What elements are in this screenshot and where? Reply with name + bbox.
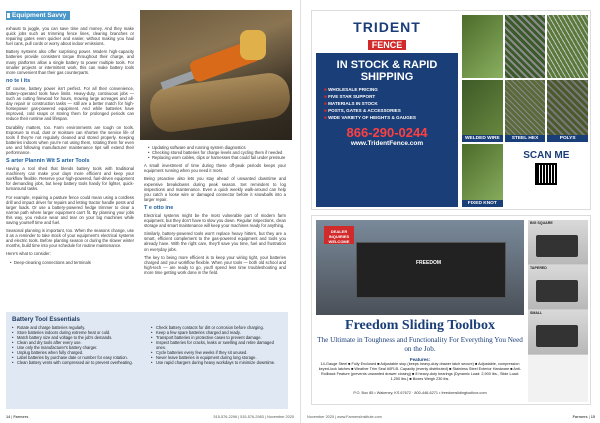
- list-item: ■ POSTS, GATES & ACCESSORIES: [324, 107, 450, 114]
- fence-photo: [547, 15, 588, 78]
- size-label: BIG SQUARE: [530, 221, 553, 225]
- ad-headline: IN STOCK & RAPID SHIPPING: [336, 59, 438, 83]
- size-big-square: [528, 220, 588, 265]
- limits-para-2: Durability matters, too. Farm environments are tough on tools. Exposure to mud, dust or moisture can shorten the service life of tools if they're not regularly cleaned and stored properly. Keeping batteries indoors when you're not using them, rotating them for even use and following manufacturer maintenance tips will extend their performance.: [6, 124, 134, 155]
- list-item: • Deep-cleaning connections and terminals: [10, 260, 134, 265]
- feature-list: [316, 86, 458, 121]
- list-item: • Match battery size and voltage to the job's demands.: [12, 335, 143, 340]
- trident-logo: [316, 15, 458, 53]
- scan-me-text: SCAN ME: [523, 150, 570, 162]
- consider-list: [10, 260, 134, 265]
- size-tapered: [528, 265, 588, 310]
- list-item: • Use rapid chargers during heavy workdays to minimize downtime.: [151, 360, 282, 365]
- article-column-2: [144, 145, 286, 278]
- size-label: SMALL: [530, 311, 543, 315]
- fence-type-welded-wire: [462, 80, 503, 143]
- toolbox-subtitle: The Ultimate in Toughness and Functionality For Everything You Need on the Job.: [317, 336, 523, 353]
- freedom-toolbox-ad: [311, 215, 591, 405]
- toolbox-photo: [316, 220, 524, 315]
- size-label: TAPERED: [530, 266, 547, 270]
- fence-label: STEEL HEX: [505, 135, 546, 142]
- fence-type-polys: [547, 80, 588, 143]
- list-item: ■ WHOLESALE PRICING: [324, 86, 450, 93]
- planning-para-1: Having a tool shed that blends battery tools with traditional machinery can make your days more efficient and keep your workflow flexible. Reserve your high-powered, fuel-driven equipment for demanding jobs, but keep battery tools handy for lighter, quick-turnaround tasks.: [6, 166, 134, 192]
- ad-website[interactable]: www.TridentFence.com: [350, 140, 424, 147]
- article-column-1: [6, 26, 134, 268]
- logo-fence: FENCE: [368, 40, 407, 50]
- footer-phone: 515-576-2296 | 515-576-2983: [213, 415, 264, 419]
- list-item: • Use only the manufacturer's battery charger.: [12, 345, 143, 350]
- fence-photo: [462, 15, 503, 78]
- section-tab: Equipment Savvy: [6, 11, 70, 20]
- list-item: • Checking stored batteries for charge levels and cycling them if needed: [148, 150, 286, 155]
- list-item: • Check battery contacts for dirt or corrosion before charging.: [151, 325, 282, 330]
- battery-essentials-box: [6, 312, 288, 409]
- planning-para-3: Seasonal planning is important, too. When the seasons change, use it as a reminder to take stock of your equipment's electrical systems and electric tools. Before planting season or during the slower winter months, build time into your schedule for routine maintenance.: [6, 228, 134, 249]
- fence-label: FIXED KNOT: [462, 200, 503, 207]
- list-item: ■ WIDE VARIETY OF HEIGHTS & GAUGES: [324, 114, 450, 121]
- toolbox-features: [316, 357, 524, 382]
- box-title: Battery Tool Essentials: [12, 316, 80, 323]
- right-footer: November 2025 | www.FarmersInstitute.com Farmers | 15: [307, 415, 595, 419]
- list-item: • Rotate and charge batteries regularly.: [12, 325, 143, 330]
- left-footer: 14 | Farmers 515-576-2296 | 515-576-2983 | November 2025: [6, 415, 294, 419]
- planning-para-2: For example, repairing a pasture fence could mean using a cordless drill and impact driver for repairs and letting tractor handle posts and larger loads. Or use a battery-powered hedge trimmer to clear a narrow path where larger equipment can't fit. By planning your jobs this way, you reduce wear and tear on your big machines while saving yourself time and fuel.: [6, 194, 134, 225]
- trident-fence-ad: [311, 10, 591, 210]
- trident-info-panel: [316, 15, 458, 207]
- dealer-badge: DEALER INQUIRIES WELCOME: [324, 226, 354, 244]
- list-item: • Cycle batteries every few weeks if they sit unused.: [151, 350, 282, 355]
- heading-planning: S arter Plannin Wit S arter Tools: [6, 158, 90, 165]
- fence-label: WELDED WIRE: [462, 135, 503, 142]
- qr-code-icon[interactable]: [535, 163, 557, 185]
- truck-shape: [536, 280, 578, 302]
- bottom-para-2: Similarly, battery-powered tools won't replace heavy hitters, but they are a smart, efficient complement to the gas-powered equipment and tools you already have. With the right care, they'll save you time, fuel and frustration on everyday jobs.: [144, 231, 286, 252]
- features-text: 14-Gauge Steel ■ Fully Enclosed ■ Adjustable stop (keeps heavy-duty drawer latch secure) ■ Adjustable, compression keyed-lock latches ■ Weather Trim Seal #0FLB. Capacity (evenly distributed) ■ Stainless Steel Exterior Hardware ■ Anti-Rollback Feature (prevents unwanted drawer closing) ■ 8 heavy-duty bearings (Dynamic Load: 2,900 lbs., Slide Load: 1,250 lbs.) ■ Boxes Weigh 230 lbs.: [318, 362, 522, 381]
- scan-me-panel[interactable]: [505, 144, 588, 207]
- toolbox-shape: [356, 242, 506, 298]
- list-item: • Store batteries indoors during extreme heat or cold.: [12, 330, 143, 335]
- magazine-name: Farmers: [13, 415, 29, 419]
- fence-photo: [505, 15, 546, 78]
- col2-para-2: Being proactive also lets you stay ahead of unwanted downtime and expensive breakdowns during peak season. Set reminders to log inspections and maintenance. Even a quick weekly walk-around can help you catch a loose wire or damaged connector before it snowballs into a larger repair.: [144, 176, 286, 202]
- chainsaw-photo: [140, 10, 292, 140]
- intro-para-1: exhaust to juggle, you can save time and money. And they make quick jobs such as trimming fence lines, clearing branches or repairing gates even quicker and easier, without making you haul fuel cans, pull cords or worry about indoor emissions.: [6, 26, 134, 47]
- logo-name: TRIDENT: [353, 19, 421, 35]
- list-item: • Inspect batteries for cracks, leaks or swelling and retire damaged ones.: [151, 340, 282, 350]
- list-item: ■ FIVE STAR SUPPORT: [324, 93, 450, 100]
- page-number: 15: [590, 415, 595, 419]
- glove-shape: [240, 30, 266, 60]
- page-number: 14: [6, 415, 11, 419]
- list-item: • Never leave batteries in equipment during long storage.: [151, 355, 282, 360]
- list-item: ■ MATERIALS IN STOCK: [324, 100, 450, 107]
- heading-limits: no te i its: [6, 77, 31, 84]
- heading-bottom-line: T e otto ine: [144, 204, 174, 211]
- fence-type-steel-hex: [505, 80, 546, 143]
- footer-date: November 2025: [266, 415, 294, 419]
- list-item: • Updating software and running system diagnostics: [148, 145, 286, 150]
- intro-para-2: Battery systems also offer surprising power. Modern high-capacity batteries provide consistent torque throughout their charge, and many platforms allow a single battery to power multiple tools. For smaller projects or intermittent work, this can make battery tools more convenient than their gas counterparts.: [6, 49, 134, 75]
- bottom-para-3: The key to being more efficient is to keep your wiring tight, your batteries charged and your workflow flexible. When your tools — both old school and high-tech — are ready to go, you'll spend less time troubleshooting and more time getting work done in the field.: [144, 254, 286, 275]
- maintenance-list: [148, 145, 286, 160]
- list-item: • Replacing worn cables, clips or harnesses that could fail under pressure: [148, 155, 286, 160]
- magazine-name: Farmers: [572, 415, 588, 419]
- essentials-list-2: [151, 325, 282, 365]
- col2-para-1: A small investment of time during these off-peak periods keeps your equipment running when you need it most.: [144, 163, 286, 174]
- limits-para-1: Of course, battery power isn't perfect. For all their convenience, battery-operated tools have limits. Heavy-duty, continuous jobs — such as cutting firewood for hours, mowing large acreages and all-day repair or construction tasks — still are a better match for high-horsepower gas-powered equipment. And while batteries have improved, cold snaps or storing them for prolonged periods can reduce their runtime and lifespan.: [6, 85, 134, 122]
- list-item: • Keep a few spare batteries charged and ready.: [151, 330, 282, 335]
- list-item: • Unplug batteries when fully charged.: [12, 350, 143, 355]
- fence-type-grid: [462, 15, 588, 207]
- ad-phone: 866-290-0244: [346, 125, 428, 140]
- size-options: [528, 220, 588, 402]
- fence-type-fixed-knot: [462, 144, 503, 207]
- list-item: • Transport batteries in protective cases to prevent damage.: [151, 335, 282, 340]
- footer-date: November 2025 | www.FarmersInstitute.com: [307, 415, 382, 419]
- truck-shape: [536, 235, 578, 257]
- fence-label: POLYS: [547, 135, 588, 142]
- list-item: • Clean battery vents with compressed air to prevent overheating.: [12, 360, 143, 365]
- bottom-para-1: Electrical systems might be the most vulnerable part of modern farm equipment, but they don't have to slow you down. Regular inspections, clean storage and smart maintenance will keep your machines ready for anything.: [144, 212, 286, 229]
- toolbox-brand: FREEDOM: [416, 260, 441, 266]
- features-heading: Features:: [409, 357, 431, 362]
- right-page: [300, 0, 600, 423]
- toolbox-contact[interactable]: P.O. Box 85 • Wakeney, KS 67672 · 800-446-6271 • freedomslidingtoolbox.com: [353, 391, 487, 395]
- toolbox-title: Freedom Sliding Toolbox: [345, 318, 495, 333]
- list-item: • Label batteries by purchase date or number for easy rotation.: [12, 355, 143, 360]
- list-item: • Clean and dry tools after every use.: [12, 340, 143, 345]
- planning-para-4: Here's what to consider:: [6, 251, 51, 257]
- truck-shape: [536, 325, 578, 347]
- size-small: [528, 310, 588, 355]
- essentials-list-1: [12, 325, 143, 365]
